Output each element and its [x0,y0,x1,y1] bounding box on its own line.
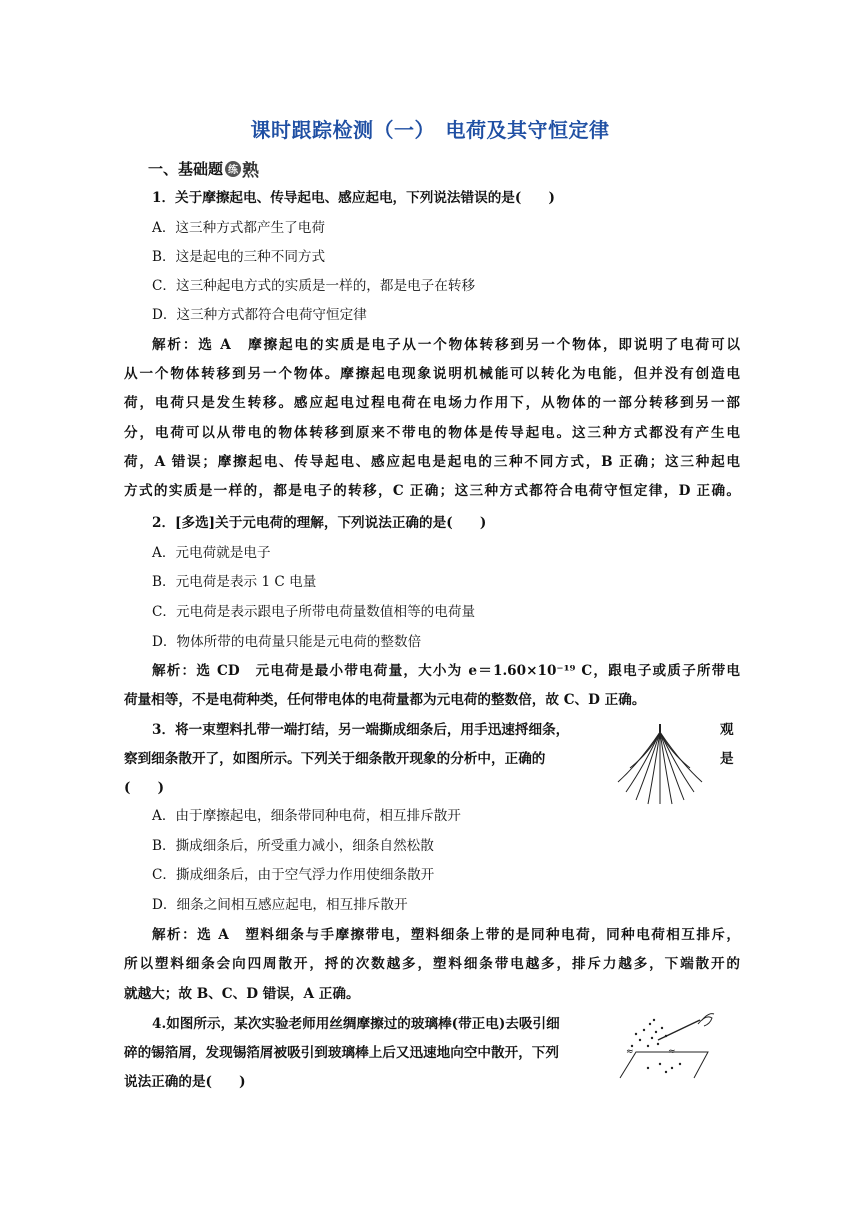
q2-analysis-line: 解析：选 CD 元电荷是最小带电荷量，大小为 e＝1.60×10⁻¹⁹ C，跟电子或质子所带电 [152,663,740,679]
q1-option-a: A．这三种方式都产生了电荷 [152,220,325,236]
q2-stem: 2．[多选]关于元电荷的理解，下列说法正确的是( ) [152,515,487,531]
q3-option-b: B．撕成细条后，所受重力减小，细条自然松散 [152,838,434,854]
section-badge [225,156,259,181]
q4-stem-line: 4.如图所示，某次实验老师用丝绸摩擦过的玻璃棒(带正电)去吸引细 [152,1016,560,1032]
section-heading [148,156,259,181]
q3-option-a: A．由于摩擦起电，细条带同种电荷，相互排斥散开 [152,808,461,824]
q3-analysis-line: 解析：选 A 塑料细条与手摩擦带电，塑料细条上带的是同种电荷，同种电荷相互排斥， [152,927,740,943]
q4-stem-line: 说法正确的是( ) [124,1074,246,1090]
q2-option-a: A．元电荷就是电子 [152,545,271,561]
q1-stem: 1．关于摩擦起电、传导起电、感应起电，下列说法错误的是( ) [152,190,555,206]
q1-analysis-line: 荷，电荷只是发生转移。感应起电过程电荷在电场力作用下，从物体的一部分转移到另一部 [124,395,740,411]
q3-stem-line: 察到细条散开了，如图所示。下列关于细条散开现象的分析中，正确的 [124,751,546,767]
svg-text:≈: ≈ [626,1047,634,1057]
q2-analysis-line: 荷量相等，不是电荷种类，任何带电体的电荷量都为元电荷的整数倍，故 C、D 正确。 [124,692,646,708]
q3-stem-line: ( ) [124,780,165,796]
q1-option-b: B．这是起电的三种不同方式 [152,249,326,265]
q3-stem-tail: 是 [720,751,734,767]
q1-option-d: D．这三种方式都符合电荷守恒定律 [152,307,367,323]
q1-analysis-line: 方式的实质是一样的，都是电子的转移，C 正确；这三种方式都符合电荷守恒定律，D 正确。 [124,483,740,499]
q3-analysis-line: 就越大；故 B、C、D 错误，A 正确。 [124,986,360,1002]
q3-option-d: D．细条之间相互感应起电，相互排斥散开 [152,897,408,913]
q1-option-c: C．这三种起电方式的实质是一样的，都是电子在转移 [152,278,476,294]
svg-text:≈: ≈ [668,1047,676,1057]
q1-analysis-line: 从一个物体转移到另一个物体。摩擦起电现象说明机械能可以转化为电能，但并没有创造电 [124,366,740,382]
badge-big-text: 熟 [242,161,260,181]
q1-analysis-line: 解析：选 A 摩擦起电的实质是电子从一个物体转移到另一个物体，即说明了电荷可以 [152,337,740,353]
plastic-strip-figure [610,722,710,806]
q2-option-c: C．元电荷是表示跟电子所带电荷量数值相等的电荷量 [152,604,476,620]
q3-stem-tail: 观 [720,722,734,738]
badge-small-text: 练 [225,161,241,177]
q3-analysis-line: 所以塑料细条会向四周散开，捋的次数越多，塑料细条带电越多，排斥力越多，下端散开的 [124,956,740,972]
q1-analysis-line: 荷，A 错误；摩擦起电、传导起电、感应起电是起电的三种不同方式，B 正确；这三种起电 [124,454,740,470]
q2-option-b: B．元电荷是表示 1 C 电量 [152,574,317,590]
q3-stem-line: 3．将一束塑料扎带一端打结，另一端撕成细条后，用手迅速捋细条， [152,722,570,738]
q4-stem-line: 碎的锡箔屑，发现锡箔屑被吸引到玻璃棒上后又迅速地向空中散开，下列 [124,1045,559,1061]
q2-option-d: D．物体所带的电荷量只能是元电荷的整数倍 [152,634,422,650]
page-title: 课时跟踪检测（一） 电荷及其守恒定律 [250,118,610,142]
q3-option-c: C．撕成细条后，由于空气浮力作用使细条散开 [152,867,435,883]
q1-analysis-line: 分，电荷可以从带电的物体转移到原来不带电的物体是传导起电。这三种方式都没有产生电 [124,425,740,441]
section-label: 一、基础题 [148,160,224,178]
glass-rod-figure [614,1010,718,1082]
